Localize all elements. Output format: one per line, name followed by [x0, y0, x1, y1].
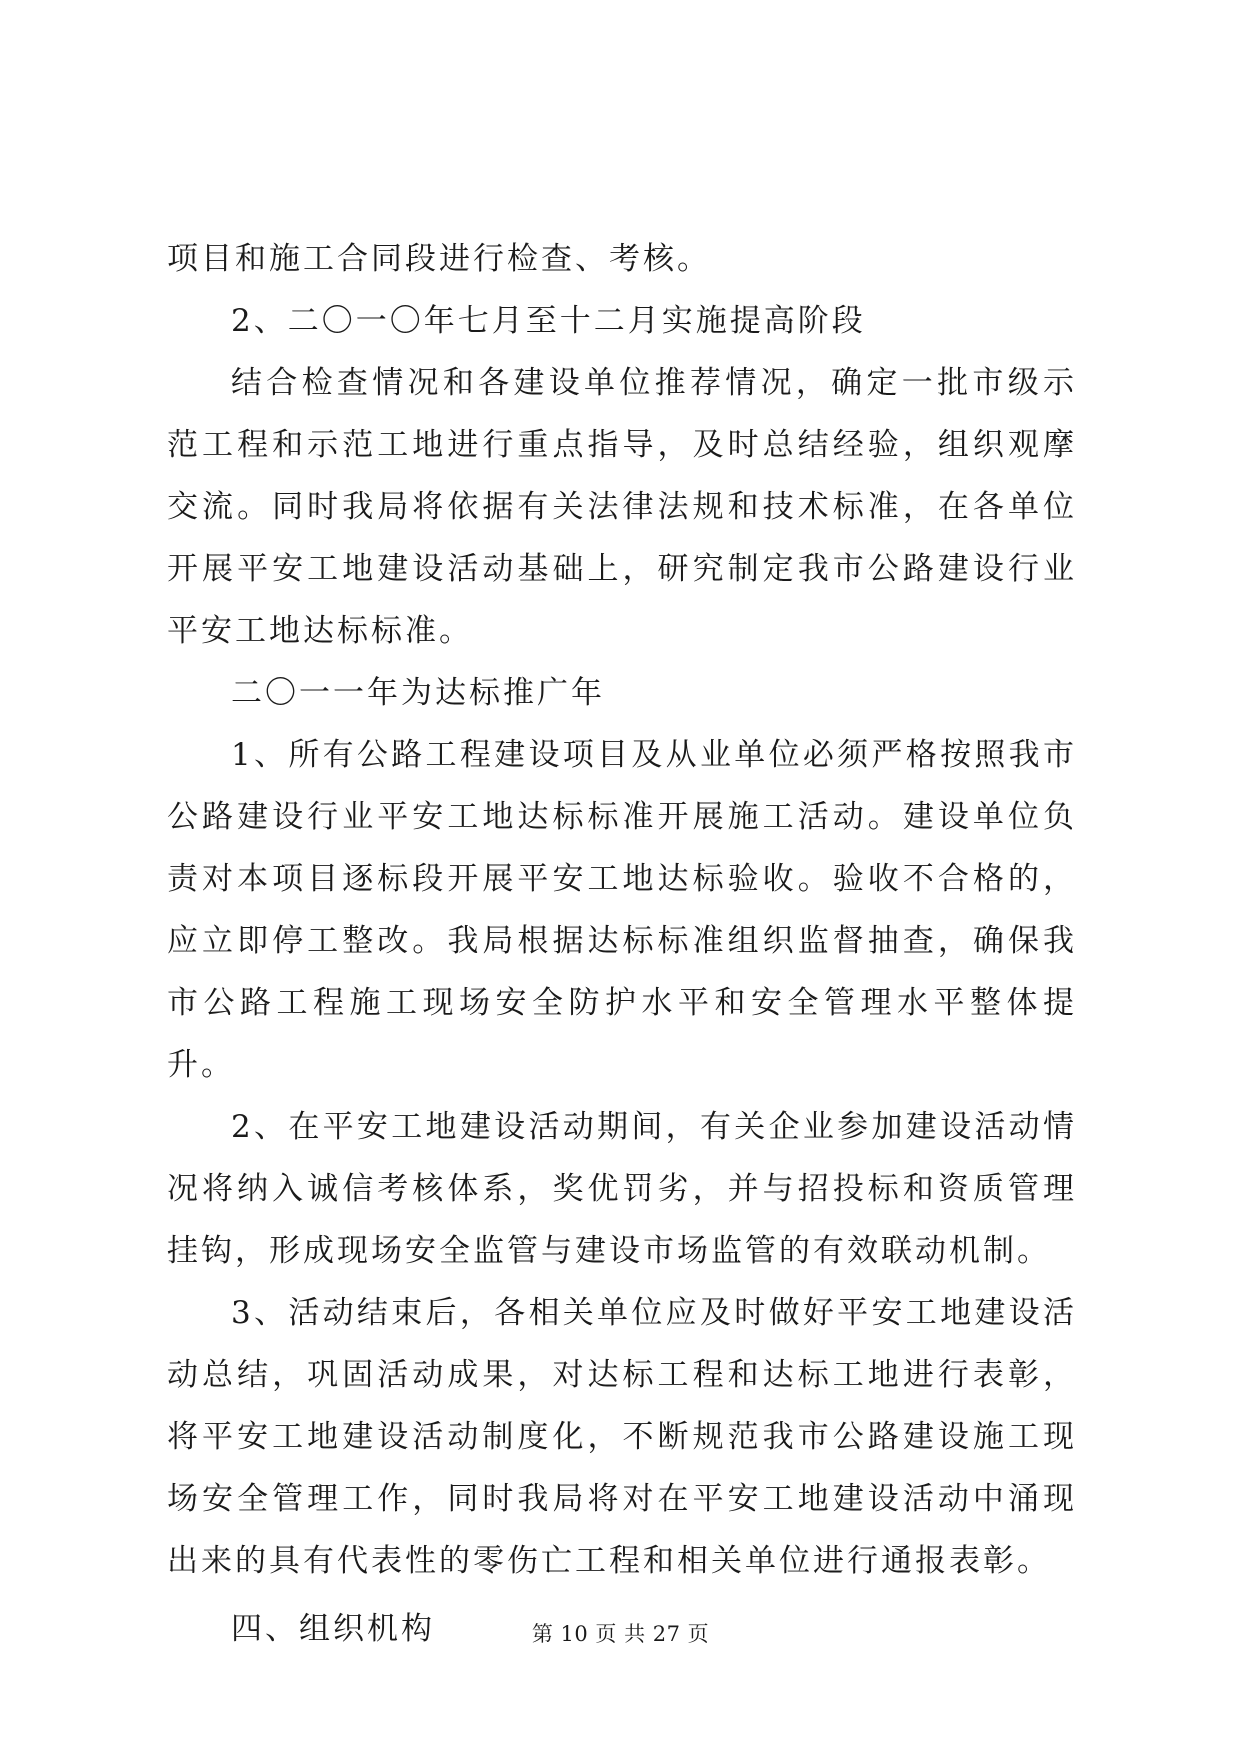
paragraph-item-1: 1、所有公路工程建设项目及从业单位必须严格按照我市公路建设行业平安工地达标标准开展施工活动。建设单位负责对本项目逐标段开展平安工地达标验收。验收不合格的，应立即停工整改。我局根据达标标准组织监督抽查，确保我市公路工程施工现场安全防护水平和安全管理水平整体提升。 [167, 737, 1077, 1083]
page-number-footer: 第 10 页 共 27 页 [531, 1622, 710, 1646]
paragraph-year-heading: 二〇一一年为达标推广年 [231, 675, 605, 711]
paragraph-stage-heading: 2、二〇一〇年七月至十二月实施提高阶段 [231, 303, 866, 339]
document-body [167, 228, 1077, 1660]
paragraph-item-2: 2、在平安工地建设活动期间，有关企业参加建设活动情况将纳入诚信考核体系，奖优罚劣，并与招投标和资质管理挂钩，形成现场安全监管与建设市场监管的有效联动机制。 [167, 1109, 1077, 1269]
paragraph-continuation: 项目和施工合同段进行检查、考核。 [167, 241, 711, 277]
section-heading-organization: 四、组织机构 [231, 1611, 435, 1647]
paragraph-stage-detail: 结合检查情况和各建设单位推荐情况，确定一批市级示范工程和示范工地进行重点指导，及时总结经验，组织观摩交流。同时我局将依据有关法律法规和技术标准，在各单位开展平安工地建设活动基础上，研究制定我市公路建设行业平安工地达标标准。 [167, 365, 1077, 649]
paragraph-item-3: 3、活动结束后，各相关单位应及时做好平安工地建设活动总结，巩固活动成果，对达标工程和达标工地进行表彰，将平安工地建设活动制度化，不断规范我市公路建设施工现场安全管理工作，同时我局将对在平安工地建设活动中涌现出来的具有代表性的零伤亡工程和相关单位进行通报表彰。 [167, 1295, 1077, 1579]
